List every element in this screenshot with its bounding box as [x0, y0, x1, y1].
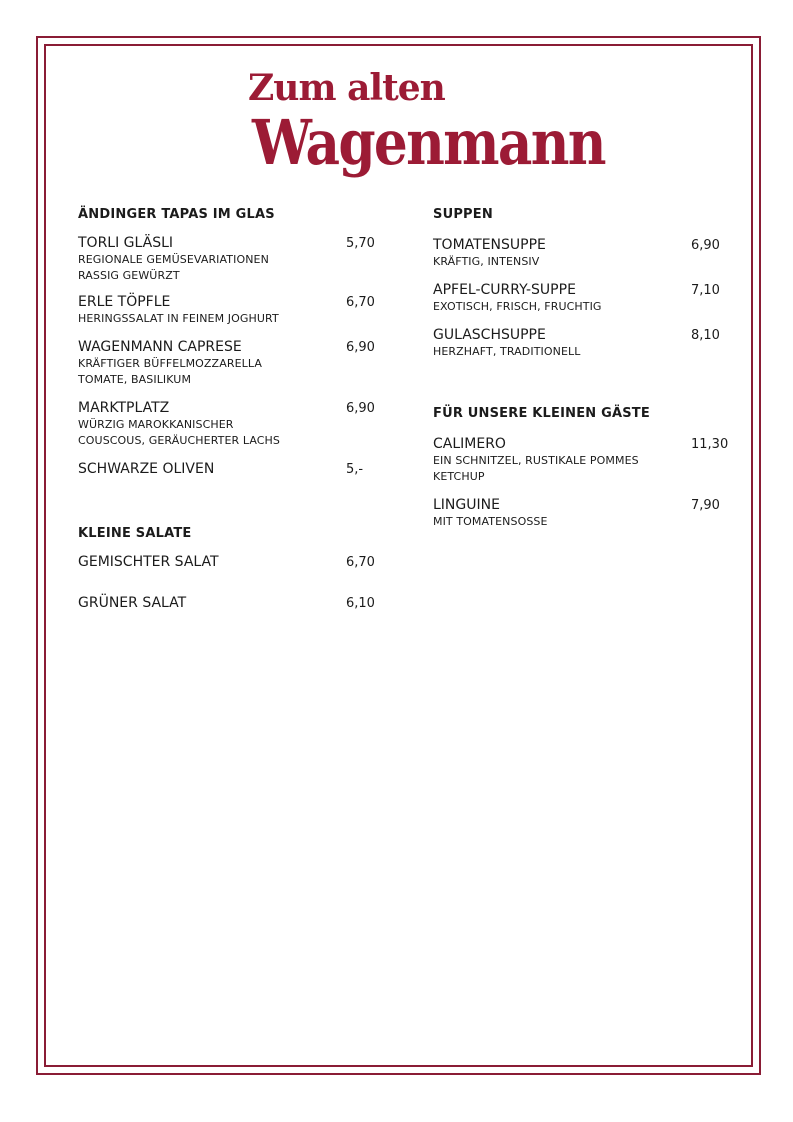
item-price: 6,10 — [346, 596, 375, 611]
section-title-salads: KLEINE SALATE — [78, 526, 192, 541]
menu-item-marktplatz — [78, 400, 378, 449]
item-price: 11,30 — [691, 437, 729, 452]
item-name: MARKTPLATZ — [78, 400, 170, 416]
menu-item-calimero — [433, 436, 729, 485]
item-name: GRÜNER SALAT — [78, 595, 187, 611]
menu-item-linguine — [433, 497, 723, 530]
item-price: 8,10 — [691, 328, 720, 343]
section-title-kids: FÜR UNSERE KLEINEN GÄSTE — [433, 406, 650, 421]
menu-item-apfel-curry-suppe — [433, 282, 723, 315]
item-description: REGIONALE GEMÜSEVARIATIONEN — [78, 253, 269, 266]
menu-item-erle-topfle — [78, 294, 378, 327]
item-name: TORLI GLÄSLI — [78, 235, 174, 251]
menu-item-schwarze-oliven — [78, 461, 378, 478]
item-name: SCHWARZE OLIVEN — [78, 461, 215, 477]
item-price: 5,- — [346, 462, 364, 477]
menu-item-tomatensuppe — [433, 237, 723, 270]
menu-item-gruener-salat — [78, 595, 378, 612]
section-title-soups: SUPPEN — [433, 207, 493, 222]
item-description: KRÄFTIG, INTENSIV — [433, 255, 540, 268]
item-description: MIT TOMATENSOSSE — [433, 515, 548, 528]
item-name: LINGUINE — [433, 497, 500, 513]
item-price: 7,90 — [691, 498, 720, 513]
item-name: GULASCHSUPPE — [433, 327, 546, 343]
right-menu-column — [433, 207, 729, 530]
item-description: WÜRZIG MAROKKANISCHER — [78, 418, 234, 431]
item-description: EXOTISCH, FRISCH, FRUCHTIG — [433, 300, 602, 313]
menu-item-torli-glasli — [78, 235, 378, 284]
item-price: 6,90 — [346, 340, 375, 355]
item-description: RASSIG GEWÜRZT — [78, 269, 180, 282]
item-description: EIN SCHNITZEL, RUSTIKALE POMMES — [433, 454, 639, 467]
menu-item-gulaschsuppe — [433, 327, 723, 360]
item-description: KRÄFTIGER BÜFFELMOZZARELLA — [78, 357, 262, 370]
item-description: TOMATE, BASILIKUM — [78, 373, 192, 386]
item-name: CALIMERO — [433, 436, 506, 452]
restaurant-logo — [246, 67, 605, 192]
item-price: 6,90 — [346, 401, 375, 416]
item-name: TOMATENSUPPE — [433, 237, 546, 253]
item-price: 6,90 — [691, 238, 720, 253]
left-menu-column — [78, 207, 378, 612]
item-price: 7,10 — [691, 283, 720, 298]
item-price: 5,70 — [346, 236, 375, 251]
logo-line-2: Wagenmann — [252, 106, 605, 179]
menu-item-gemischter-salat — [78, 554, 378, 571]
item-name: WAGENMANN CAPRESE — [78, 339, 242, 355]
menu-item-wagenmann-caprese — [78, 339, 378, 388]
logo-line-1: Zum alten — [248, 67, 445, 109]
item-price: 6,70 — [346, 555, 375, 570]
item-name: APFEL-CURRY-SUPPE — [433, 282, 576, 298]
item-description: HERZHAFT, TRADITIONELL — [433, 345, 581, 358]
item-description: COUSCOUS, GERÄUCHERTER LACHS — [78, 434, 280, 447]
item-price: 6,70 — [346, 295, 375, 310]
item-name: ERLE TÖPFLE — [78, 294, 171, 310]
item-description: KETCHUP — [433, 470, 485, 483]
item-name: GEMISCHTER SALAT — [78, 554, 219, 570]
item-description: HERINGSSALAT IN FEINEM JOGHURT — [78, 312, 279, 325]
section-title-tapas: ÄNDINGER TAPAS IM GLAS — [78, 207, 275, 222]
